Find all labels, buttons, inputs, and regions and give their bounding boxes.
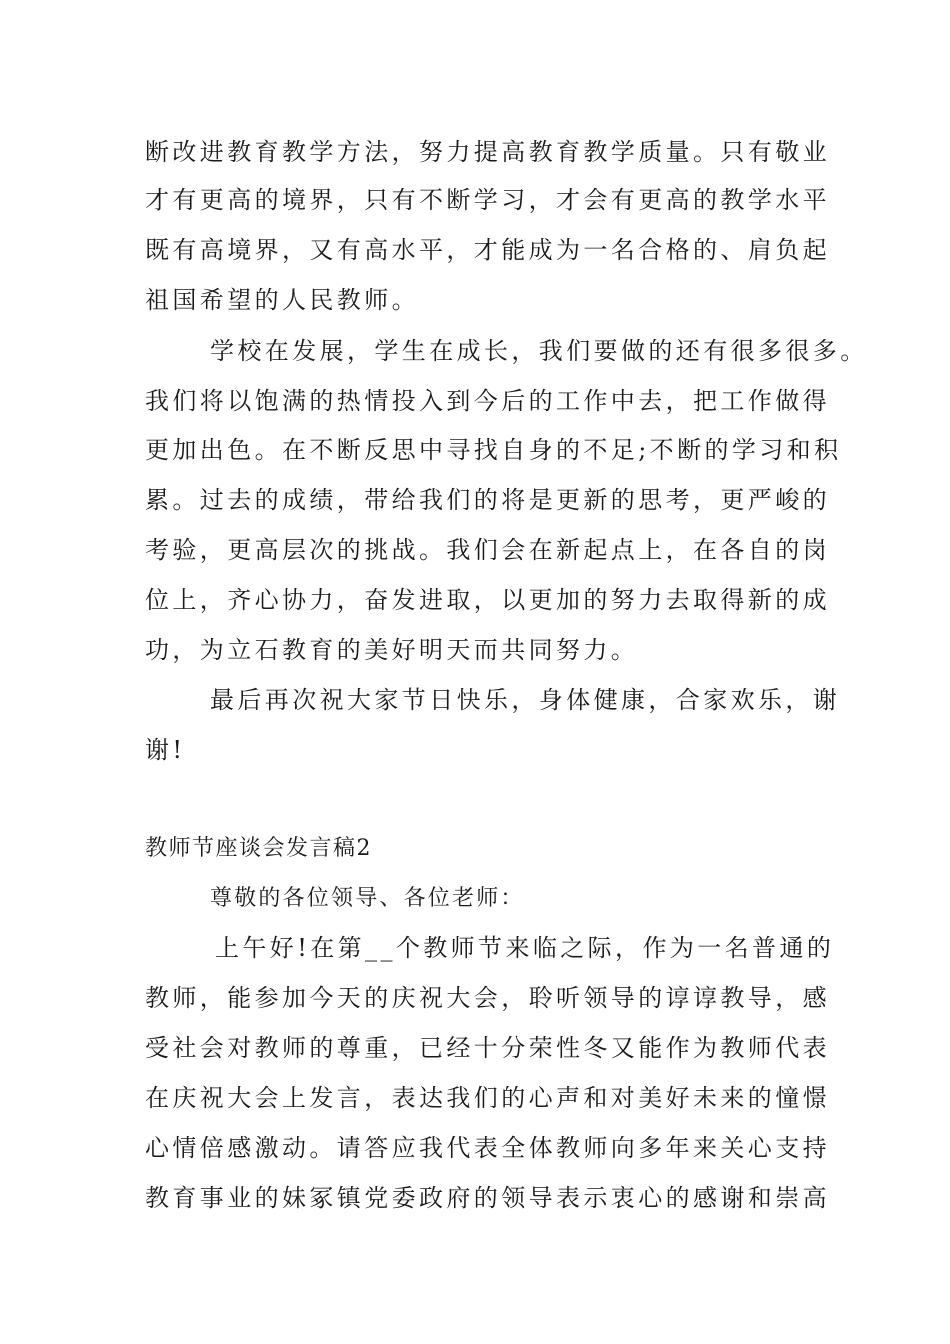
- text-line: 教育事业的妹冢镇党委政府的领导表示衷心的感谢和崇高: [145, 1184, 830, 1212]
- text-line: 最后再次祝大家节日快乐，身体健康，合家欢乐，谢: [210, 686, 841, 714]
- text-line: 在庆祝大会上发言，表达我们的心声和对美好未来的憧憬: [145, 1084, 830, 1112]
- text-line: 累。过去的成绩，带给我们的将是更新的思考，更严峻的: [145, 486, 830, 514]
- section-title: 教师节座谈会发言稿2: [145, 836, 372, 861]
- text-line: 断改进教育教学方法，努力提高教育教学质量。只有敬业: [145, 138, 830, 166]
- text-line: 受社会对教师的尊重，已经十分荣性冬又能作为教师代表: [145, 1034, 830, 1062]
- text-line: 更加出色。在不断反思中寻找自身的不足;不断的学习和积: [145, 436, 842, 464]
- text-line: 上午好!在第__个教师节来临之际，作为一名普通的: [215, 934, 835, 962]
- text-line: 既有高境界，又有高水平，才能成为一名合格的、肩负起: [145, 236, 830, 264]
- text-line: 才有更高的境界，只有不断学习，才会有更高的教学水平: [145, 186, 830, 214]
- text-line: 祖国希望的人民教师。: [145, 286, 419, 314]
- text-line: 位上，齐心协力，奋发进取，以更加的努力去取得新的成: [145, 586, 830, 614]
- text-line: 学校在发展，学生在成长，我们要做的还有很多很多。: [210, 337, 868, 365]
- text-line: 谢!: [145, 736, 186, 764]
- text-line: 我们将以饱满的热情投入到今后的工作中去，把工作做得: [145, 387, 830, 415]
- text-line: 考验，更高层次的挑战。我们会在新起点上，在各自的岗: [145, 536, 830, 564]
- salutation: 尊敬的各位领导、各位老师：: [210, 886, 525, 911]
- text-line: 心情倍感激动。请答应我代表全体教师向多年来关心支持: [145, 1134, 830, 1162]
- text-line: 功，为立石教育的美好明天而共同努力。: [145, 636, 639, 664]
- text-line: 教师，能参加今天的庆祝大会，聆听领导的谆谆教导，感: [145, 984, 830, 1012]
